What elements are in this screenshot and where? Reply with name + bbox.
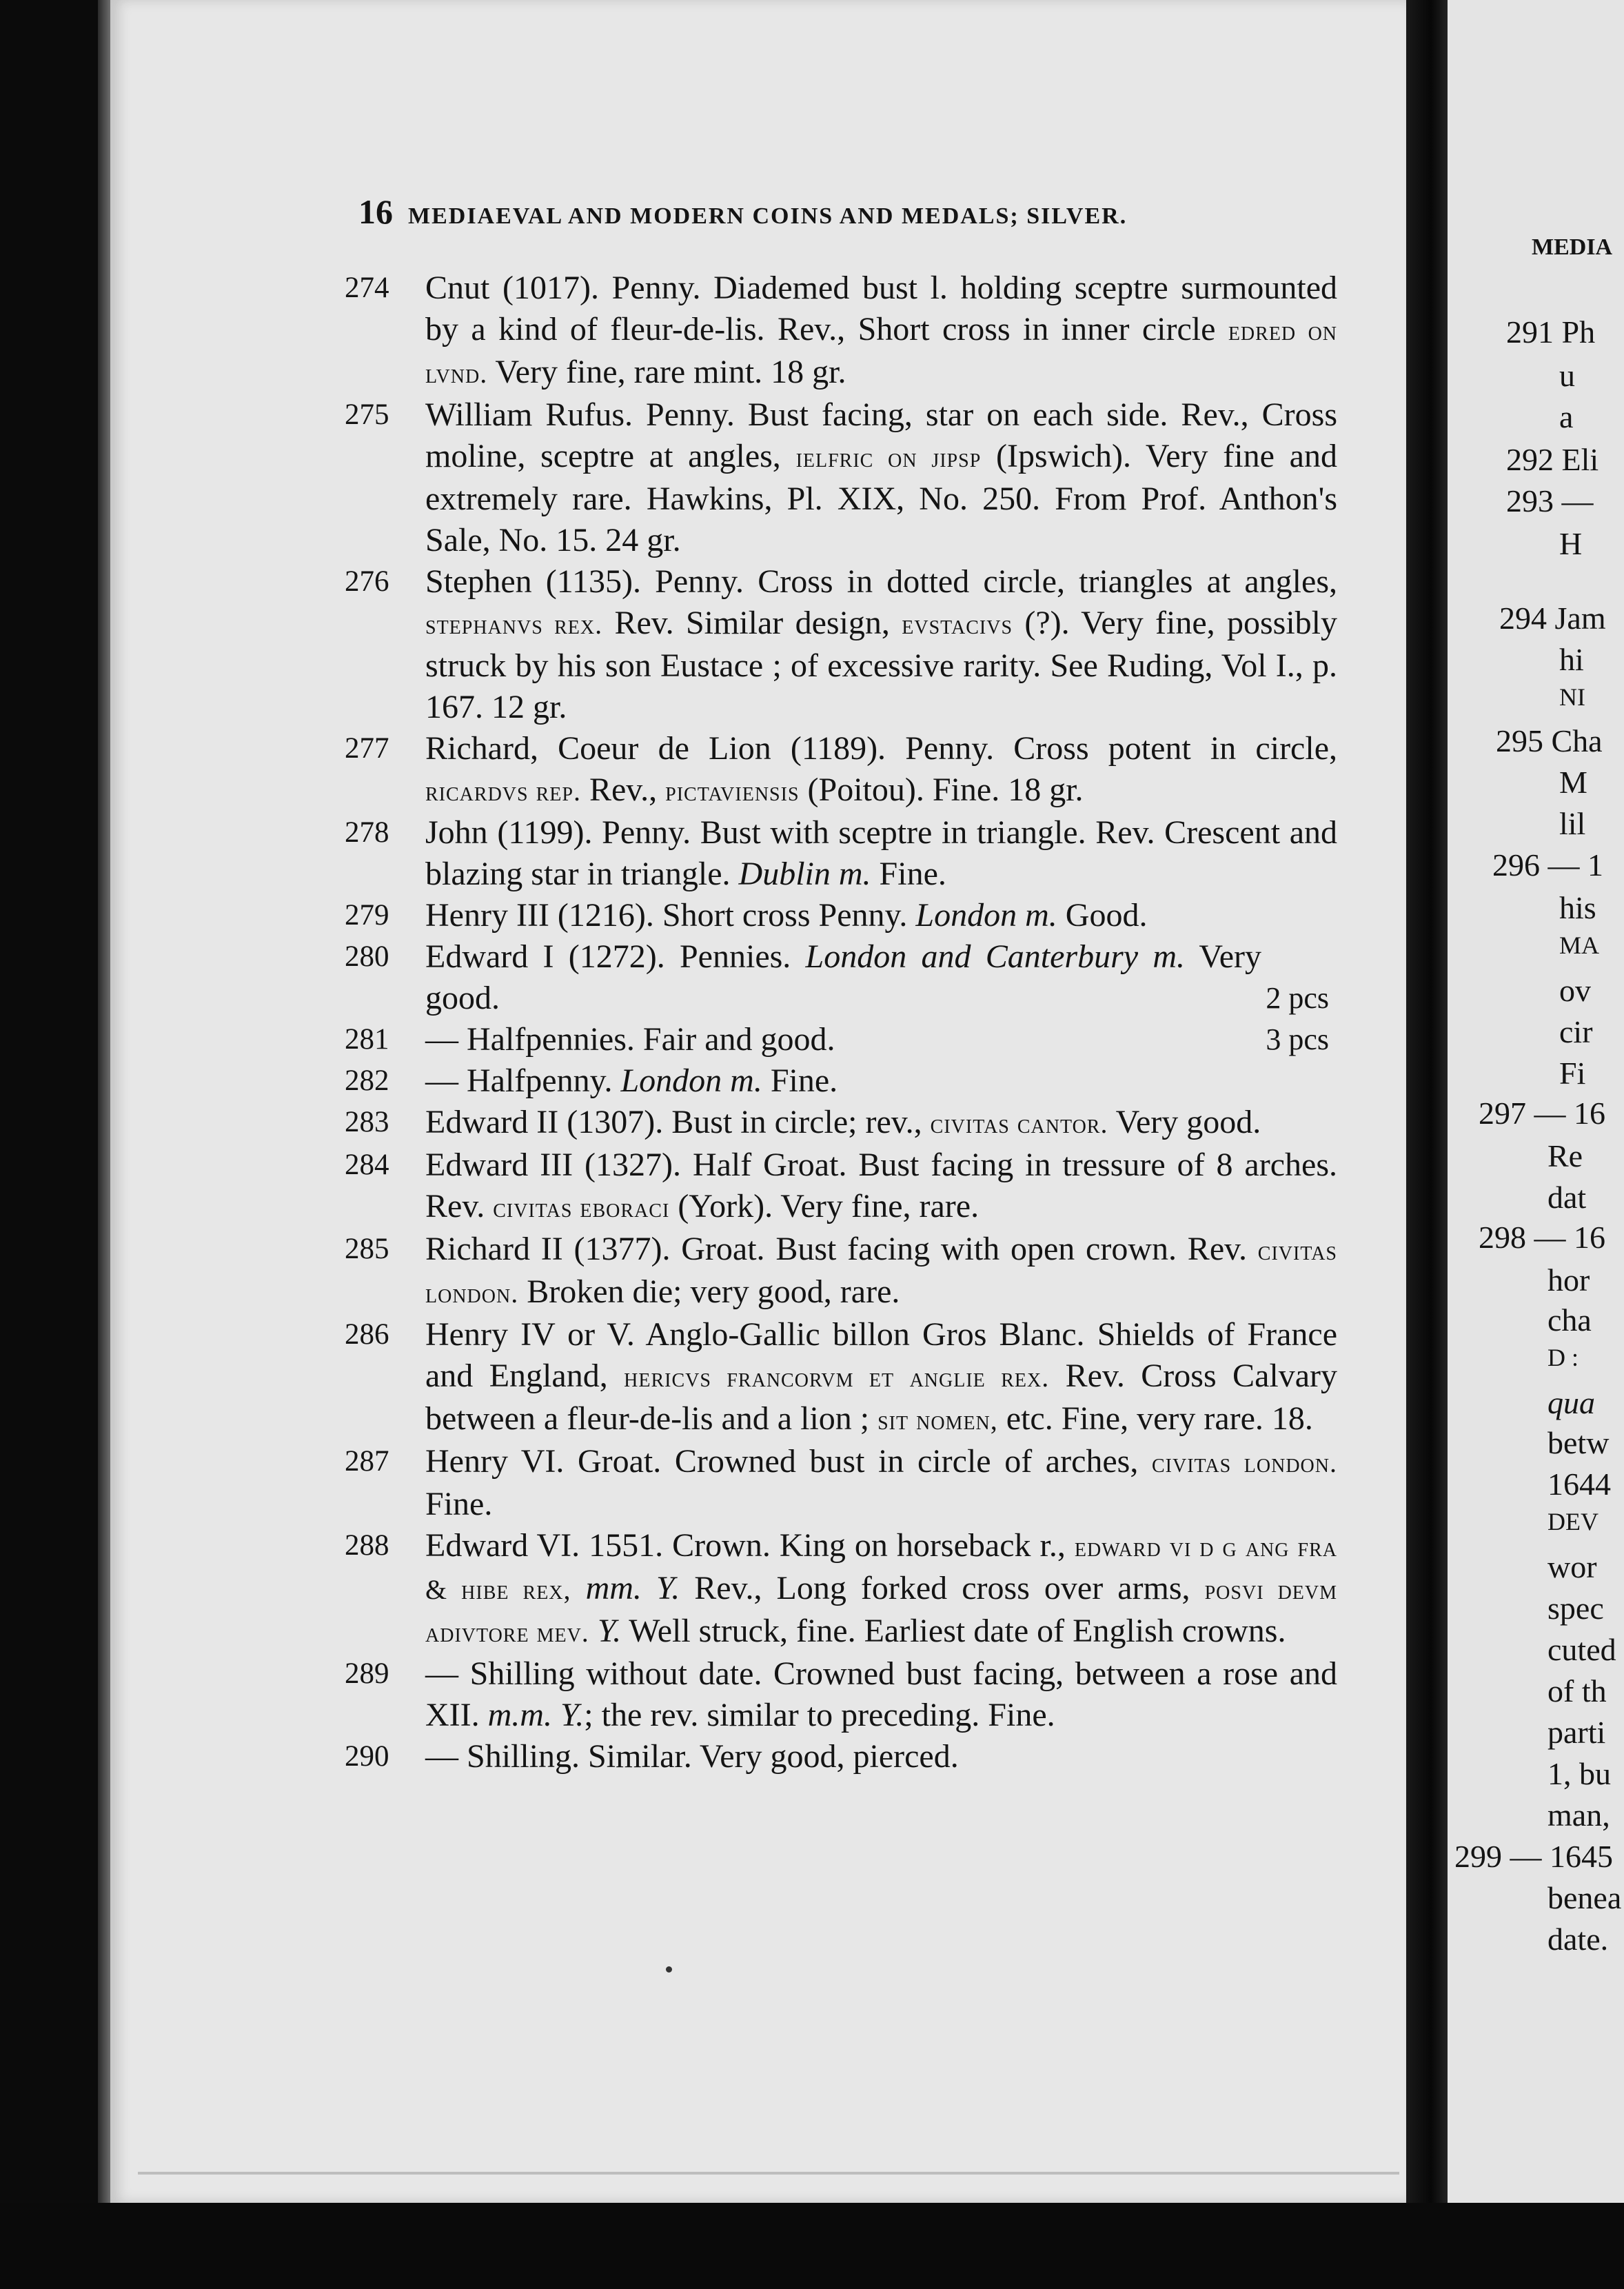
catalogue-entry (345, 268, 1337, 394)
right-page-text-fragment: H (1559, 526, 1583, 561)
legend-text: sit nomen, (877, 1404, 998, 1435)
entry-text: Rev., Long forked cross over arms, (680, 1570, 1205, 1606)
entry-text: — Shilling without date. Crowned bust facing, between a rose and XII. (425, 1655, 1337, 1733)
entry-description (425, 1144, 1337, 1229)
entry-text: — Halfpennies. Fair and good. (425, 1021, 835, 1058)
entry-text: Stephen (1135). Penny. Cross in dotted circle, triangles at angles, (425, 563, 1337, 600)
entry-text: Very fine, rare mint. 18 gr. (487, 354, 846, 390)
entry-text: etc. Fine, very rare. 18. (997, 1400, 1313, 1437)
right-page-text-fragment: 298 — 16 (1479, 1220, 1605, 1255)
right-page-running-head: MEDIA (1532, 234, 1613, 260)
catalogue-entry (345, 1019, 1337, 1060)
right-page-text-fragment: u (1559, 358, 1575, 393)
legend-text: stephanvs rex. (425, 609, 603, 640)
entry-text: Edward II (1307). Bust in circle; rev., (425, 1104, 931, 1140)
legend-text: civitas london. (1151, 1447, 1338, 1478)
entry-text: Edward I (1272). Pennies. (425, 938, 806, 975)
entry-number: 289 (345, 1657, 389, 1690)
legend-text: pictaviensis (665, 776, 800, 807)
entry-text (571, 1570, 586, 1606)
entry-description (425, 1314, 1337, 1441)
entry-number: 280 (345, 940, 389, 973)
entry-text: Very good. (1108, 1104, 1261, 1140)
entry-number: 279 (345, 899, 389, 931)
legend-text: hericvs francorvm et anglie rex. (624, 1362, 1050, 1393)
entry-text: Broken die; very good, rare. (518, 1273, 900, 1310)
scan-left-border (0, 0, 110, 2289)
entry-number: 288 (345, 1529, 389, 1562)
right-page-text-fragment: man, (1547, 1797, 1610, 1833)
entry-number: 285 (345, 1233, 389, 1265)
page-number: 16 (358, 192, 393, 231)
entry-description (425, 1653, 1337, 1736)
entry-text: Cnut (1017). Penny. Diademed bust l. holding sceptre surmounted by a kind of fleur-de-lis. Rev., Short cross in inner circle (425, 270, 1337, 347)
entry-description (425, 936, 1261, 1019)
legend-text: civitas cantor. (930, 1108, 1108, 1139)
legend-text: civitas eboraci (493, 1192, 670, 1223)
entry-number: 274 (345, 272, 389, 304)
entry-text: — Halfpenny. (425, 1062, 621, 1099)
mint-text: London m. (620, 1062, 762, 1099)
entry-number: 290 (345, 1740, 389, 1773)
right-page-text-fragment: lil (1559, 806, 1586, 841)
entry-description (425, 1229, 1337, 1314)
running-head-title: MEDIAEVAL AND MODERN COINS AND MEDALS; SILVER. (408, 203, 1128, 229)
legend-text: evstacivs (902, 609, 1013, 640)
entry-text: — Shilling. Similar. Very good, pierced. (425, 1738, 959, 1775)
right-page-text-fragment: benea (1547, 1880, 1622, 1915)
right-page-text-fragment: cha (1547, 1302, 1592, 1338)
scan-bottom-border (0, 2203, 1624, 2289)
right-page-text-fragment: DEV (1547, 1508, 1598, 1535)
catalogue-entries (345, 268, 1337, 1777)
entry-number: 277 (345, 732, 389, 765)
catalogue-entry (345, 1229, 1337, 1314)
lot-quantity: 2 pcs (1266, 981, 1329, 1015)
right-page-text-fragment: spec (1547, 1591, 1604, 1626)
right-page-text-fragment: Fi (1559, 1056, 1586, 1091)
catalogue-entry (345, 1525, 1337, 1653)
legend-text: ricardvs rep. (425, 776, 581, 807)
legend-text: posvi devm adivtore mev. (425, 1574, 1338, 1648)
entry-description (425, 1019, 1261, 1060)
catalogue-entry (345, 812, 1337, 895)
entry-text: Fine. (425, 1486, 493, 1522)
catalogue-entry (345, 1653, 1337, 1736)
entry-text: (Poitou). Fine. 18 gr. (799, 772, 1084, 808)
mint-text: London and Canterbury m. (805, 938, 1185, 975)
entry-text: William Rufus. Penny. Bust facing, star on each side. Rev., Cross moline, sceptre at angles, (425, 396, 1337, 474)
right-page-text-fragment: 296 — 1 (1492, 847, 1603, 883)
catalogue-entry (345, 895, 1337, 936)
entry-description (425, 895, 1337, 936)
entry-text (589, 1613, 598, 1649)
mint-text: London m. (915, 897, 1057, 934)
legend-text: edred on lvnd. (425, 315, 1338, 389)
catalogue-entry (345, 1102, 1337, 1144)
entry-text: (Ipswich). Very fine and extremely rare. Hawkins, Pl. XIX, No. 250. From Prof. Anthon's Sale, No. 15. 24 gr. (425, 438, 1337, 558)
entry-text: (?). Very fine, possibly struck by his son Eustace ; of excessive rarity. See Ruding, Vol I., p. 167. 12 gr. (425, 605, 1337, 725)
entry-text: Very good. (425, 938, 1261, 1016)
right-page-text-fragment: dat (1547, 1180, 1587, 1215)
right-page-text-fragment: date. (1547, 1922, 1609, 1957)
right-page-text-fragment: 297 — 16 (1479, 1096, 1605, 1131)
entry-description (425, 394, 1337, 561)
entry-text: Richard, Coeur de Lion (1189). Penny. Cross potent in circle, (425, 730, 1337, 767)
right-page-text-fragment: his (1559, 890, 1596, 925)
right-page-text-fragment: 292 Eli (1506, 442, 1599, 477)
entry-text: Edward VI. 1551. Crown. King on horseback r., (425, 1527, 1075, 1564)
entry-text: John (1199). Penny. Bust with sceptre in triangle. Rev. Crescent and blazing star in triangle. (425, 814, 1337, 892)
ink-speck (666, 1966, 672, 1973)
entry-description (425, 1525, 1337, 1653)
right-page-text-fragment: parti (1547, 1715, 1606, 1750)
legend-text: ielfric on jipsp (795, 442, 982, 473)
right-page-text-fragment: cuted (1547, 1632, 1616, 1667)
entry-description (425, 1102, 1337, 1144)
right-page-text-fragment: wor (1547, 1549, 1597, 1584)
entry-text: Fine. (762, 1062, 838, 1099)
entry-text: Henry III (1216). Short cross Penny. (425, 897, 916, 934)
running-head (358, 192, 1323, 232)
entry-text: Fine. (871, 856, 946, 892)
right-page-text-fragment: D : (1547, 1344, 1579, 1371)
right-page-text-fragment: cir (1559, 1014, 1593, 1049)
entry-number: 278 (345, 816, 389, 849)
mint-text: m.m. Y. (487, 1697, 585, 1733)
catalogue-entry (345, 1144, 1337, 1229)
right-page-text-fragment: 295 Cha (1496, 723, 1603, 758)
right-page-text-fragment: 299 — 1645 (1454, 1839, 1613, 1874)
entry-number: 282 (345, 1065, 389, 1097)
right-page-text-fragment: 293 — (1506, 483, 1594, 518)
right-page-text-fragment: M (1559, 765, 1587, 800)
entry-text: Edward III (1327). Half Groat. Bust facing in tressure of 8 arches. Rev. (425, 1147, 1337, 1224)
entry-number: 284 (345, 1149, 389, 1181)
entry-description (425, 268, 1337, 394)
right-page-text-fragment: hi (1559, 642, 1584, 677)
right-page-text-fragment: hor (1547, 1262, 1590, 1298)
legend-text: edward vi d g ang fra & hibe rex, (425, 1531, 1337, 1605)
entry-text: Rev., (580, 772, 666, 808)
right-page-text-fragment: 1644 (1547, 1466, 1611, 1502)
entry-description (425, 1736, 1337, 1777)
entry-description (425, 1060, 1337, 1102)
entry-text: Rev. Similar design, (602, 605, 902, 641)
mint-text: Y. (597, 1613, 622, 1649)
mint-text: Dublin m. (738, 856, 871, 892)
entry-number: 281 (345, 1023, 389, 1056)
lot-quantity: 3 pcs (1266, 1022, 1329, 1056)
entry-text: Henry IV or V. Anglo-Gallic billon Gros Blanc. Shields of France and England, (425, 1316, 1337, 1394)
entry-description (425, 1441, 1337, 1525)
entry-number: 286 (345, 1318, 389, 1351)
entry-number: 283 (345, 1106, 389, 1138)
catalogue-entry (345, 728, 1337, 812)
entry-text: Well struck, fine. Earliest date of English crowns. (621, 1613, 1286, 1649)
right-page-text-fragment: 1, bu (1547, 1756, 1611, 1791)
right-page-text-fragment: MA (1559, 931, 1600, 959)
entry-description (425, 561, 1337, 728)
right-page-text-fragment: Re (1547, 1138, 1583, 1173)
right-page-text-fragment: NI (1559, 683, 1585, 711)
entry-description (425, 812, 1337, 895)
catalogue-entry (345, 1060, 1337, 1102)
entry-number: 276 (345, 565, 389, 598)
entry-text: Richard II (1377). Groat. Bust facing with open crown. Rev. (425, 1231, 1258, 1267)
book-gutter (1406, 0, 1448, 2203)
catalogue-entry (345, 936, 1337, 1019)
entry-number: 287 (345, 1445, 389, 1478)
legend-text: civitas london. (425, 1235, 1337, 1309)
entry-text: ; the rev. similar to preceding. Fine. (584, 1697, 1055, 1733)
entry-text: (York). Very fine, rare. (669, 1188, 980, 1224)
right-page-text-fragment: 291 Ph (1506, 314, 1596, 350)
entry-description (425, 728, 1337, 812)
catalogue-entry (345, 1441, 1337, 1525)
entry-text: Good. (1057, 897, 1148, 934)
page-bottom-edge (138, 2172, 1399, 2175)
right-page-text-fragment: qua (1547, 1385, 1595, 1420)
entry-number: 275 (345, 399, 389, 431)
catalogue-entry (345, 394, 1337, 561)
right-page-text-fragment: ov (1559, 973, 1591, 1008)
right-page-text-fragment: 294 Jam (1499, 601, 1606, 636)
entry-text: Rev. Cross Calvary between a fleur-de-lis and a lion ; (425, 1358, 1338, 1437)
right-page-text-fragment: of th (1547, 1673, 1607, 1708)
catalogue-entry (345, 561, 1337, 728)
entry-text: Henry VI. Groat. Crowned bust in circle of arches, (425, 1443, 1152, 1480)
mint-text: mm. Y. (585, 1570, 680, 1606)
right-page-text-fragment: betw (1547, 1425, 1610, 1460)
catalogue-entry (345, 1736, 1337, 1777)
right-page-text-fragment: a (1559, 399, 1574, 434)
catalogue-entry (345, 1314, 1337, 1441)
